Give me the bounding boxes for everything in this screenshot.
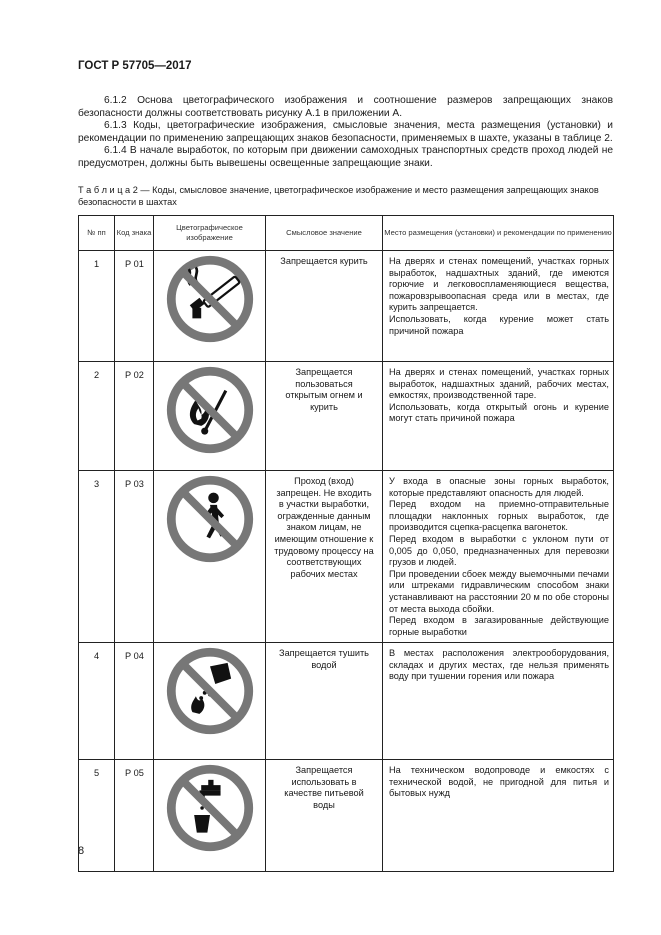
page-number: 8 [78,845,85,857]
table-row [79,760,614,872]
column-header-image: Цветографическое изображение [154,216,266,251]
table-caption: Т а б л и ц а 2 — Коды, смысловое значение, цветографическое изображение и место размещения запрещающих знаков безопасности в шахтах [78,185,599,207]
sign-placement: На дверях и стенах помещений, участках горных выработок, надшахтных зданий, рабочих местах, емкостях, производственной таре. Использовать, когда открытый огонь и курение могут стать причиной пожара [389,367,609,424]
table-row [79,362,614,471]
row-number: 3 [79,471,115,643]
column-header-number: № пп [79,216,115,251]
sign-meaning: Проход (вход) запрещен. Не входить в участки выработки, огражденные данным знаком лицам, не имеющим отношение к трудовому процессу на соответствующих рабочих местах [266,471,383,643]
row-number: 4 [79,643,115,760]
sign-meaning: Запрещается использовать в качестве питьевой воды [266,760,383,872]
sign-meaning: Запрещается курить [266,251,383,362]
sign-placement: В местах расположения электрооборудования, складах и других местах, где нельзя применять воду при тушении горения или пожара [389,648,609,682]
sign-placement: У входа в опасные зоны горных выработок, которые представляют опасность для людей. Перед входом на приемно-отправительные площадки наклонных горных выработок, где производится сцепка-расцепка вагонеток. Перед входом в выработки с уклоном пути от 0,005 до 0,050, предназначенных для перевозки грузов и людей. При проведении сбоек между выемочными печами или штреками гидравлическим способом знаки устанавливают на расстоянии 20 м по обе стороны от места выхода сбойки. Перед входом в загазированные действующие горные выработки [389,476,609,637]
paragraph-6-1-3: 6.1.3 Коды, цветографические изображения, смысловые значения, места размещения (установки) и рекомендации по применению запрещающих знаков безопасности, применяемых в шахте, указаны в таблице 2. [78,120,613,144]
table-row [79,251,614,362]
sign-placement: На техническом водопроводе и емкостях с технической водой, не пригодной для питья и бытовых нужд [389,765,609,799]
column-header-meaning: Смысловое значение [266,216,383,251]
sign-meaning: Запрещается пользоваться открытым огнем и курить [266,362,383,471]
table-row [79,471,614,643]
column-header-placement: Место размещения (установки) и рекомендации по применению [383,216,614,251]
sign-code: Р 03 [115,471,154,643]
no-smoking-icon [166,255,254,343]
not-drinking-water-icon [166,764,254,852]
document-header: ГОСТ Р 57705—2017 [78,60,192,72]
row-number: 1 [79,251,115,362]
prohibition-signs-table [78,215,614,872]
no-pedestrians-icon [166,475,254,563]
row-number: 5 [79,760,115,872]
sign-meaning: Запрещается тушить водой [266,643,383,760]
sign-code: Р 01 [115,251,154,362]
row-number: 2 [79,362,115,471]
sign-placement: На дверях и стенах помещений, участках горных выработок, надшахтных зданий, где имеются горючие и легковоспламеняющиеся вещества, пожаровзрывоопасная среда или в местах, где курить запрещается. Использовать, когда курение может стать причиной пожара [389,256,609,336]
column-header-code: Код знака [115,216,154,251]
no-water-extinguishing-icon [166,647,254,735]
sign-code: Р 04 [115,643,154,760]
sign-code: Р 02 [115,362,154,471]
no-open-flame-icon [166,366,254,454]
sign-code: Р 05 [115,760,154,872]
paragraph-6-1-2: 6.1.2 Основа цветографического изображения и соотношение размеров запрещающих знаков безопасности должны соответствовать рисунку А.1 в приложении А. [78,95,613,119]
body-text [78,95,613,170]
table-row [79,643,614,760]
table-header-row [79,216,614,251]
paragraph-6-1-4: 6.1.4 В начале выработок, по которым при движении самоходных транспортных средств проход людей не предусмотрен, должны быть вывешены освещенные запрещающие знаки. [78,145,613,169]
